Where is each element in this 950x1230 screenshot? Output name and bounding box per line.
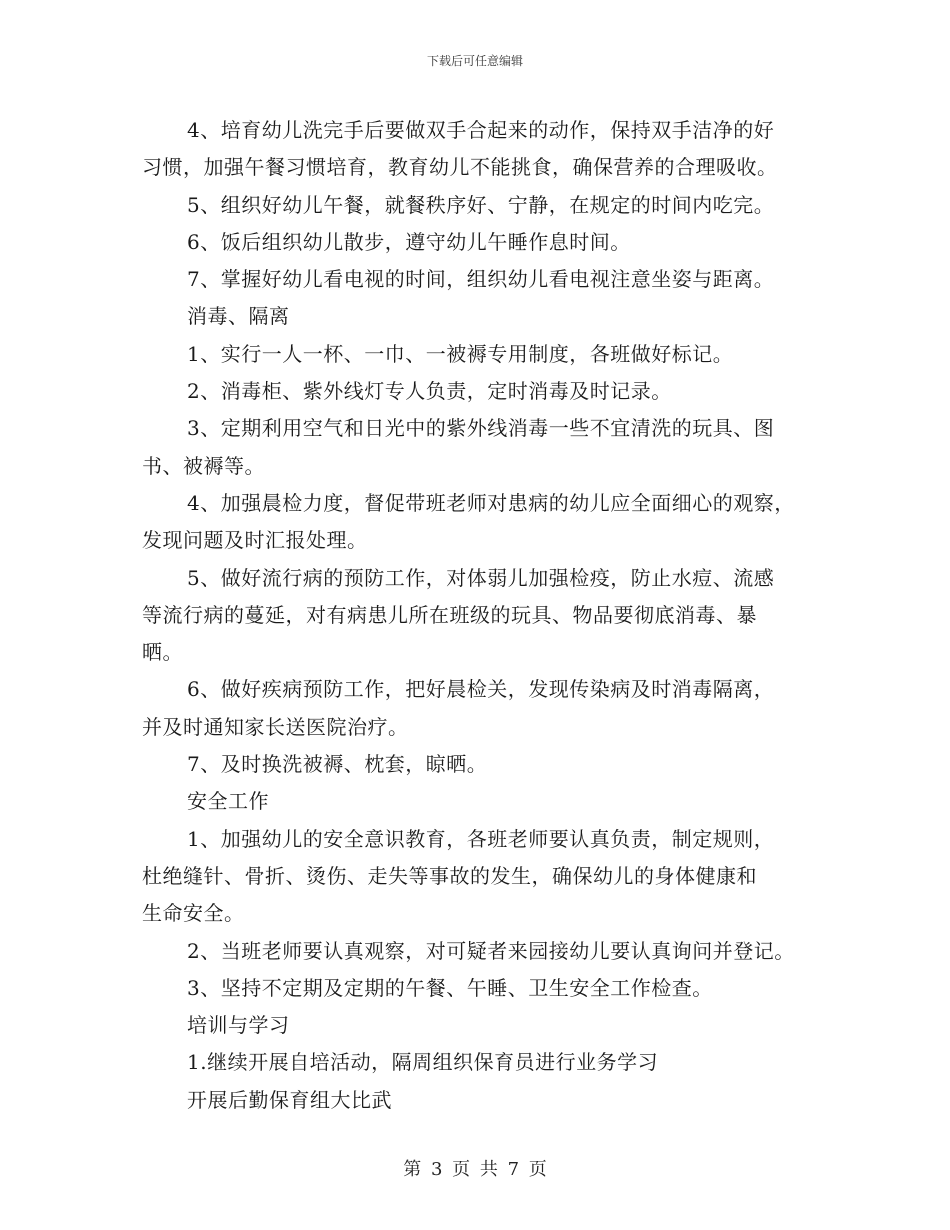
section-heading: 安全工作 xyxy=(187,789,269,814)
section-heading: 消毒、隔离 xyxy=(187,304,290,329)
body-line: 3、定期利用空气和日光中的紫外线消毒一些不宜清洗的玩具、图 xyxy=(187,416,775,441)
body-line: 2、当班老师要认真观察，对可疑者来园接幼儿要认真询问并登记。 xyxy=(187,938,795,963)
body-line: 1.继续开展自培活动，隔周组织保育员进行业务学习 xyxy=(187,1050,659,1075)
page-header-note: 下载后可任意编辑 xyxy=(426,54,523,68)
body-line: 发现问题及时汇报处理。 xyxy=(142,528,368,553)
body-line: 4、培育幼儿洗完手后要做双手合起来的动作，保持双手洁净的好 xyxy=(187,118,775,142)
body-line: 并及时通知家长送医院治疗。 xyxy=(142,714,409,739)
body-line: 5、做好流行病的预防工作，对体弱儿加强检疫，防止水痘、流感 xyxy=(187,565,775,590)
body-line: 7、及时换洗被褥、枕套，晾晒。 xyxy=(187,752,488,777)
body-line: 开展后勤保育组大比武 xyxy=(187,1087,392,1112)
body-line: 生命安全。 xyxy=(142,901,245,926)
body-line: 晒。 xyxy=(142,640,183,665)
body-line: 3、坚持不定期及定期的午餐、午睡、卫生安全工作检查。 xyxy=(187,975,713,1000)
page-number-footer: 第 3 页 共 7 页 xyxy=(403,1159,547,1180)
body-line: 书、被褥等。 xyxy=(142,453,265,478)
body-line: 5、组织好幼儿午餐，就餐秩序好、宁静，在规定的时间内吃完。 xyxy=(187,192,775,217)
document-body xyxy=(142,112,822,1119)
body-line: 2、消毒柜、紫外线灯专人负责，定时消毒及时记录。 xyxy=(187,379,672,404)
body-line: 习惯，加强午餐习惯培育，教育幼儿不能挑食，确保营养的合理吸收。 xyxy=(142,155,778,180)
body-line: 4、加强晨检力度，督促带班老师对患病的幼儿应全面细心的观察， xyxy=(187,490,795,515)
body-line: 1、加强幼儿的安全意识教育，各班老师要认真负责，制定规则， xyxy=(187,826,775,851)
body-line: 6、饭后组织幼儿散步，遵守幼儿午睡作息时间。 xyxy=(187,229,631,254)
body-line: 6、做好疾病预防工作，把好晨检关，发现传染病及时消毒隔离， xyxy=(187,677,775,702)
body-line: 7、掌握好幼儿看电视的时间，组织幼儿看电视注意坐姿与距离。 xyxy=(187,267,775,292)
body-line: 杜绝缝针、骨折、烫伤、走失等事故的发生，确保幼儿的身体健康和 xyxy=(142,863,757,888)
body-line: 1、实行一人一杯、一巾、一被褥专用制度，各班做好标记。 xyxy=(187,341,734,366)
section-heading: 培训与学习 xyxy=(187,1013,290,1038)
body-line: 等流行病的蔓延，对有病患儿所在班级的玩具、物品要彻底消毒、暴 xyxy=(142,602,757,627)
